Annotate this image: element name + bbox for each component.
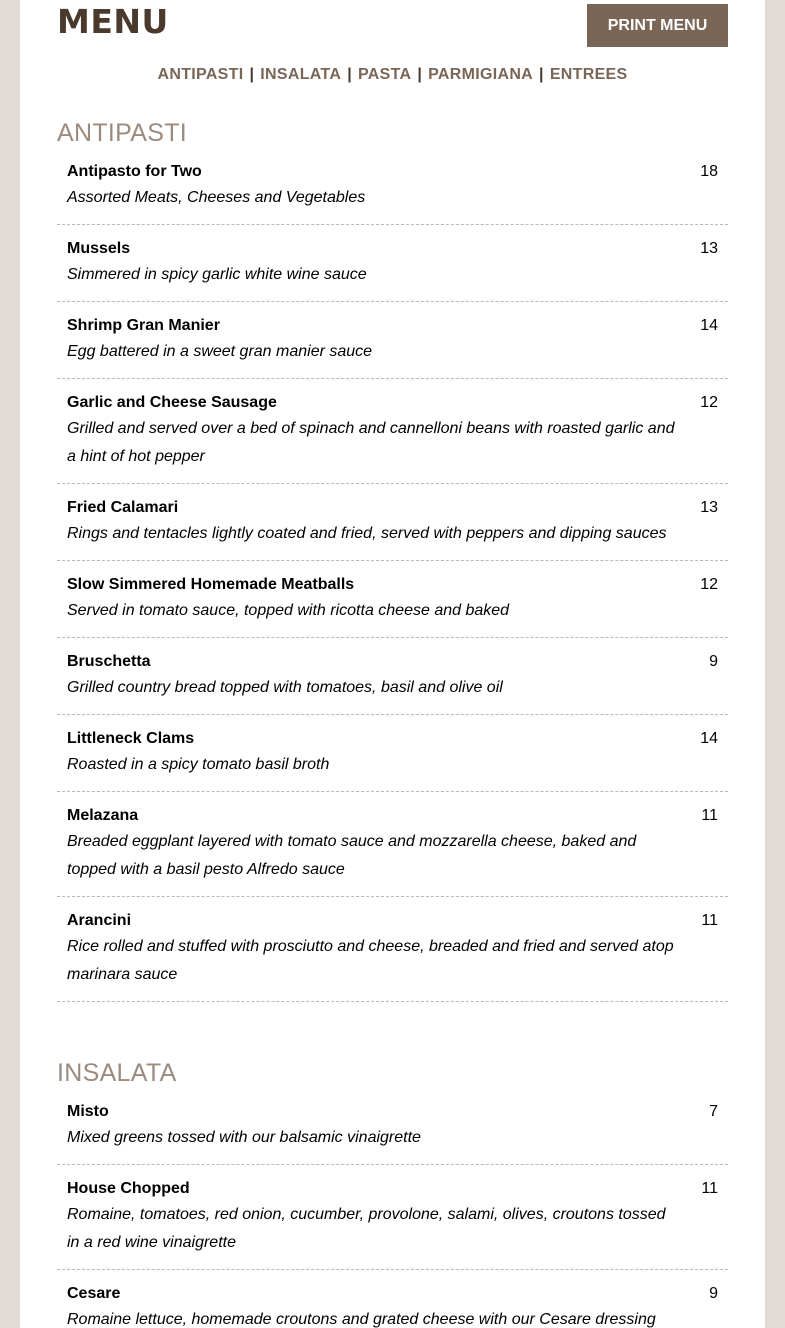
item-description: Egg battered in a sweet gran manier sauce [67,343,373,360]
item-name: Misto [67,1103,109,1120]
item-name: Melazana [67,807,139,824]
nav-separator: | [539,66,544,83]
item-description: Rice rolled and stuffed with prosciutto and cheese, breaded and fried and served atop marinara sauce [67,938,674,983]
item-price: 11 [701,912,718,929]
menu-item [57,715,728,792]
item-name: Arancini [67,912,132,929]
item-price: 14 [700,730,718,747]
item-name: Shrimp Gran Manier [67,317,220,334]
menu-item [57,302,728,379]
section-title: ANTIPASTI [57,119,188,147]
menu-item [57,379,728,484]
item-description: Romaine lettuce, homemade croutons and grated cheese with our Cesare dressing [67,1311,656,1328]
nav-link-entrees[interactable]: ENTREES [549,66,628,83]
item-description: Served in tomato sauce, topped with ricotta cheese and baked [67,602,510,619]
item-description: Simmered in spicy garlic white wine sauce [67,266,367,283]
nav-separator: | [347,66,352,83]
item-name: Fried Calamari [67,499,179,516]
item-description: Roasted in a spicy tomato basil broth [67,756,330,773]
item-price: 18 [700,163,718,180]
item-price: 9 [709,1285,718,1302]
item-name: Antipasto for Two [67,163,202,180]
item-price: 7 [709,1103,718,1120]
item-description: Grilled country bread topped with tomatoes, basil and olive oil [67,679,503,696]
menu-item [57,792,728,897]
item-price: 12 [700,576,718,593]
item-name: Bruschetta [67,653,151,670]
item-price: 11 [701,1180,718,1197]
item-name: Cesare [67,1285,121,1302]
item-name: House Chopped [67,1180,190,1197]
section-antipasti [57,118,728,983]
item-price: 13 [700,240,718,257]
item-list [57,148,728,1002]
item-description: Grilled and served over a bed of spinach and cannelloni beans with roasted garlic and a hint of hot pepper [67,420,675,465]
menu-item [57,1165,728,1270]
section-nav [57,66,728,84]
menu-item [57,897,728,1002]
section-title: INSALATA [57,1059,177,1087]
menu-item [57,225,728,302]
item-list [57,1088,728,1328]
menu-item [57,148,728,225]
item-name: Slow Simmered Homemade Meatballs [67,576,355,593]
item-description: Assorted Meats, Cheeses and Vegetables [67,189,366,206]
nav-link-pasta[interactable]: PASTA [357,66,412,83]
nav-link-insalata[interactable]: INSALATA [260,66,342,83]
page-title: MENU [57,2,169,41]
item-name: Littleneck Clams [67,730,195,747]
item-price: 13 [700,499,718,516]
item-price: 12 [700,394,718,411]
item-description: Mixed greens tossed with our balsamic vinaigrette [67,1129,421,1146]
nav-separator: | [417,66,423,83]
item-name: Garlic and Cheese Sausage [67,394,277,411]
item-price: 11 [701,807,718,824]
nav-link-parmigiana[interactable]: PARMIGIANA [428,66,534,83]
item-price: 14 [700,317,718,334]
item-description: Breaded eggplant layered with tomato sauce and mozzarella cheese, baked and topped with a basil pesto Alfredo sauce [67,833,637,878]
print-menu-button[interactable]: PRINT MENU [587,4,728,47]
item-price: 9 [709,653,718,670]
menu-item [57,1270,728,1328]
menu-item [57,484,728,561]
menu-item [57,638,728,715]
menu-item [57,561,728,638]
nav-link-antipasti[interactable]: ANTIPASTI [157,66,244,83]
item-name: Mussels [67,240,131,257]
nav-separator: | [249,66,255,83]
item-description: Rings and tentacles lightly coated and fried, served with peppers and dipping sauces [67,525,667,542]
menu-item [57,1088,728,1165]
menu-page [20,0,765,1328]
item-description: Romaine, tomatoes, red onion, cucumber, provolone, salami, olives, croutons tossed in a red wine vinaigrette [67,1206,666,1251]
section-insalata [57,1058,728,1328]
